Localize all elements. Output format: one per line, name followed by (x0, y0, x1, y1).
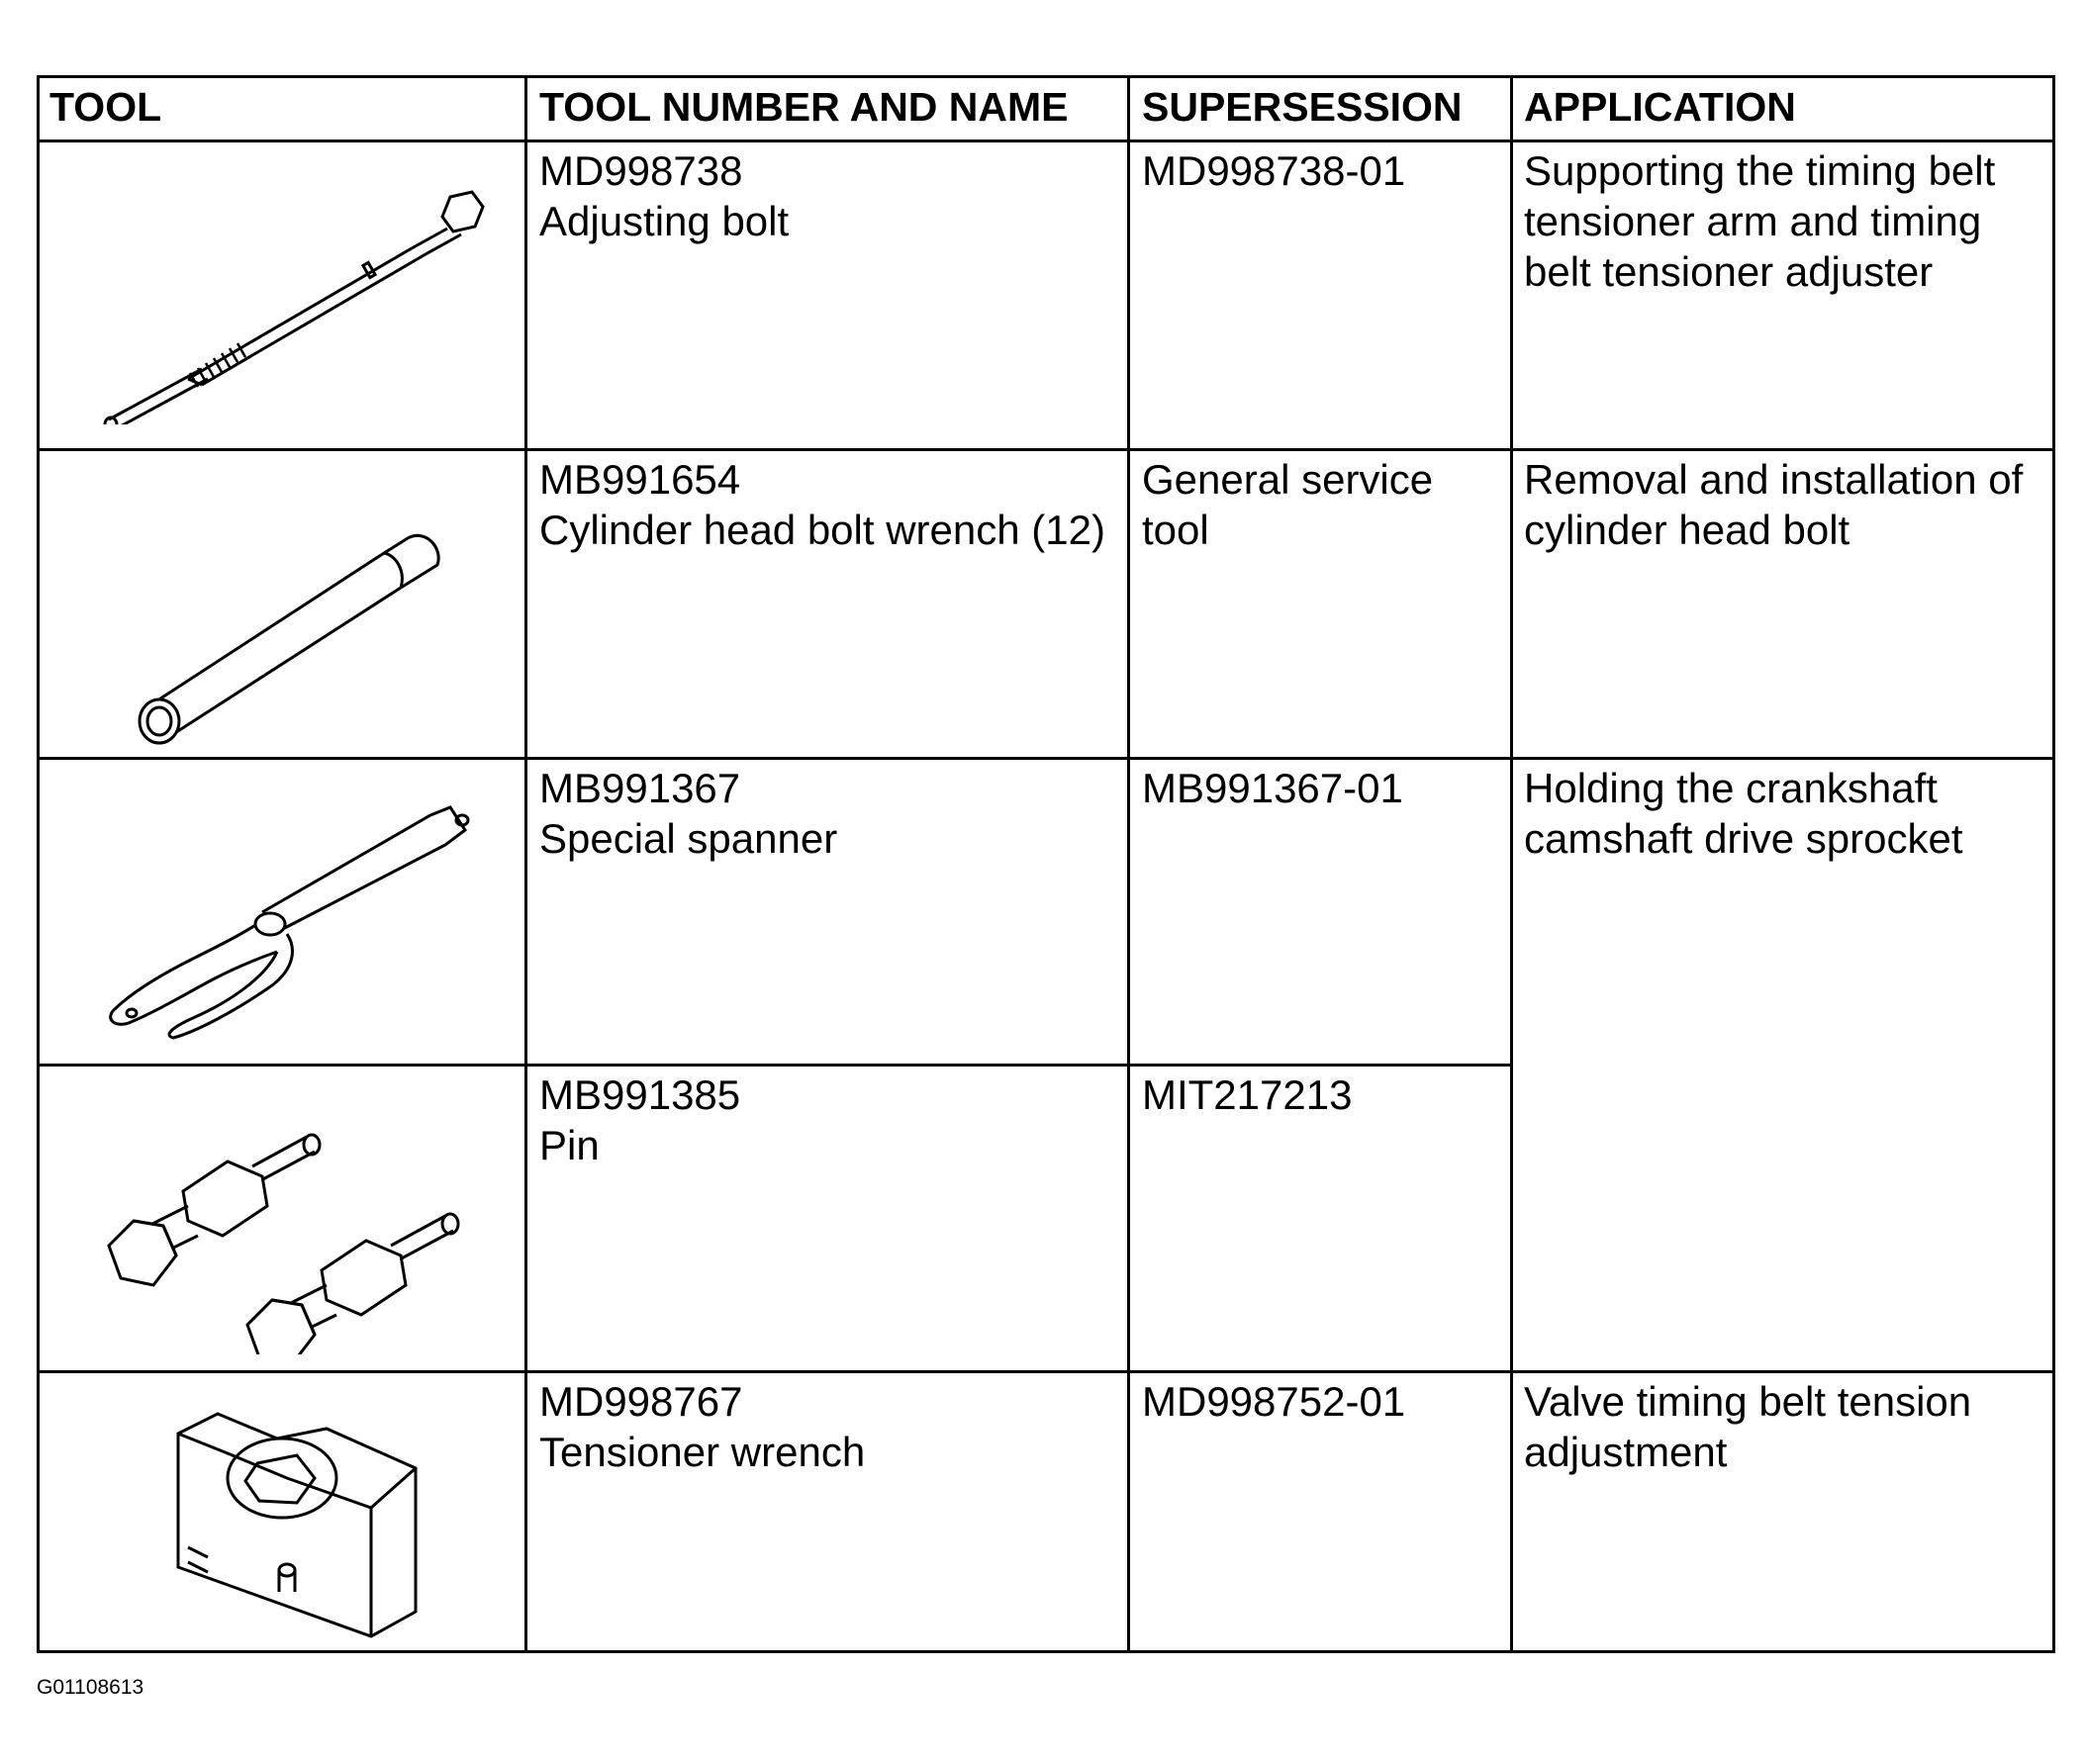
tool-name: Pin (539, 1122, 600, 1168)
pin-icon (99, 1097, 485, 1354)
wrench-socket-icon (129, 494, 475, 751)
application-text: Holding the crankshaft (1524, 765, 1938, 811)
tool-name: Special spanner (539, 815, 838, 862)
spanner-icon (74, 776, 510, 1053)
tool-number: MB991654 (539, 456, 741, 503)
header-supersession: SUPERSESSION (1142, 84, 1463, 130)
figure-id: G01108613 (37, 1676, 144, 1699)
application-text: Valve timing belt tension (1524, 1378, 1972, 1425)
header-application: APPLICATION (1524, 84, 1796, 130)
tool-number: MD998767 (539, 1378, 743, 1425)
application-text: adjustment (1524, 1429, 1728, 1475)
row-divider (40, 448, 2052, 451)
tool-number: MB991385 (539, 1071, 741, 1118)
application-text: belt tensioner adjuster (1524, 248, 1934, 295)
header-tool-number-name: TOOL NUMBER AND NAME (539, 84, 1069, 130)
tool-name: Adjusting bolt (539, 198, 790, 244)
application-text: cylinder head bolt (1524, 507, 1850, 553)
supersession-value: MB991367-01 (1142, 765, 1403, 811)
supersession-value: tool (1142, 507, 1209, 553)
supersession-value: MIT217213 (1142, 1071, 1353, 1118)
row-divider (40, 1370, 2052, 1373)
application-text: Supporting the timing belt (1524, 147, 1996, 194)
column-divider (1127, 78, 1130, 1650)
application-text: tensioner arm and timing (1524, 198, 1982, 244)
tool-name: Cylinder head bolt wrench (12) (539, 507, 1105, 553)
row-divider (40, 757, 2052, 760)
tool-name: Tensioner wrench (539, 1429, 866, 1475)
supersession-value: MD998738-01 (1142, 147, 1406, 194)
supersession-value: MD998752-01 (1142, 1378, 1406, 1425)
tool-number: MB991367 (539, 765, 741, 811)
row-divider (40, 1064, 1513, 1067)
application-text: Removal and installation of (1524, 456, 2024, 503)
tensioner-wrench-icon (168, 1384, 455, 1641)
special-tools-table (37, 75, 2055, 1653)
row-divider (40, 139, 2052, 142)
tool-number: MD998738 (539, 147, 743, 194)
application-text: camshaft drive sprocket (1524, 815, 1963, 862)
header-tool: TOOL (49, 84, 162, 130)
supersession-value: General service (1142, 456, 1434, 503)
column-divider (1510, 78, 1513, 1650)
adjusting-bolt-icon (79, 157, 495, 424)
column-divider (524, 78, 527, 1650)
